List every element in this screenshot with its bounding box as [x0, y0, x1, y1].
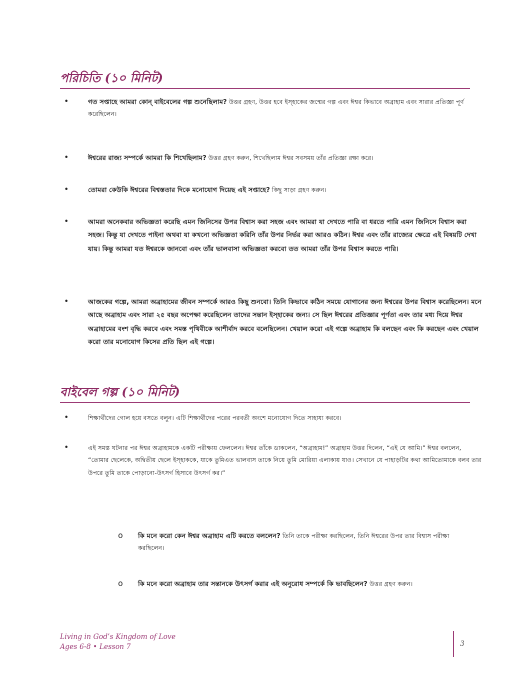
bullet-glyph: •	[64, 297, 69, 306]
list-item-text	[88, 216, 483, 256]
answer-text: কিছু সাড়া গ্রহণ করুন।	[269, 187, 327, 194]
list-item-text	[88, 412, 483, 425]
answer-text: এই সমস্ত ঘটনার পর ঈশ্বর অব্রাহামকে একটি পরীক্ষায় ফেললেন। ঈশ্বর তাঁকে ডাকলেন, “অব্রাহাম!” অব্রাহাম উত্তর দিলেন, “এই যে আমি।” ঈশ্বর বললেন, “তোমার ছেলেকে, অদ্বিতীয় ছেলে ইস্‌হাককে, যাকে তুমিএত ভালবাস তাকে নিয়ে তুমি মোরিয়া এলাকায় যাও। সেখানে যে পাহাড়টির কথা আমিতোমাকে বলব তার উপরে তুমি তাকে পোড়ানো-উৎসর্গ হিসাবে উৎসর্গ কর।”	[88, 445, 482, 477]
answer-text: উত্তর গ্রহণ করুন।	[367, 581, 413, 588]
footer-course-info	[60, 632, 176, 652]
sub-list-item-text	[138, 530, 468, 556]
list-item-text	[88, 96, 483, 122]
bullet-glyph: •	[64, 413, 69, 422]
list-item-text	[88, 442, 483, 480]
sub-bullet-glyph: o	[118, 579, 123, 588]
answer-text: উত্তর গ্রহণ, উত্তর হবে ইস্‌হাকের জন্মের গল্প এবং ঈশ্বর কিভাবে অব্রাহাম এবং সারার প্রতিজ্ঞা পূর্ণ করেছিলেন।	[88, 99, 464, 119]
answer-text: তিনি তাকে পরীক্ষা করছিলেন, তিনি ঈশ্বরের উপর তার বিশ্বাস পরীক্ষা করছিলেন।	[138, 533, 450, 553]
sub-bullet-glyph: o	[118, 531, 123, 540]
question-text: কি মনে করো কেন ঈশ্বর অব্রাহাম এটি করতে বললেন?	[138, 532, 281, 540]
section-title-bible-story: বাইবেল গল্প (১০ মিনিট)	[60, 385, 180, 399]
question-text: আজকের গল্পে, আমরা অব্রাহামের জীবন সম্পর্কে আরও কিছু শুনবো। তিনি কিভাবে কঠিন সময়ে যোগানের জন্য ঈশ্বরের উপর বিশ্বাস করেছিলেন। মনে আছে অব্রাহাম এবং সারা ২৫ বছর অপেক্ষা করেছিলেন তাদের সন্তান ইস্‌হাকের জন্য। সে ছিল ঈশ্বরের প্রতিজ্ঞার পূর্ণতা এবং তার মধ্য দিয়ে ঈশ্বর অব্রাহামের বংশ বৃদ্ধি করবে এবং সমস্ত পৃথিবীকে আশীর্বাদ করবে বলেছিলেন। খেয়াল করো এই গল্পে অব্রাহাম কি বলছেন এবং কি করছেন এবং খেয়াল করো তার মনোযোগ কিসের প্রতি ছিল এই গল্পে।	[88, 298, 482, 347]
bullet-glyph: •	[64, 217, 69, 226]
section-divider	[60, 402, 470, 403]
footer-divider	[453, 631, 454, 657]
question-text: তোমরা কেউকি ঈশ্বরের বিশ্বস্ততার দিকে মনোযোগ দিয়েছ এই সপ্তাহে?	[88, 186, 270, 194]
section-title-introduction: পরিচিতি (১০ মিনিট)	[60, 71, 164, 85]
footer-lesson-info: Ages 6-8 • Lesson 7	[60, 643, 131, 651]
bullet-glyph: •	[64, 153, 69, 162]
question-text: কি মনে করো অব্রাহাম তার সন্তানকে উৎসর্গ করার এই অনুরোধ সম্পর্কে কি ভাবছিলেন?	[138, 580, 368, 588]
bullet-glyph: •	[64, 97, 69, 106]
sub-list-item-text	[138, 578, 468, 591]
question-text: গত সপ্তাহে আমরা কোন্‌ বাইবেলের গল্প শুনেছিলাম?	[88, 98, 227, 106]
answer-text: উত্তর গ্রহণ করুন, শিখেছিলাম ঈশ্বর সবসময় তাঁর প্রতিজ্ঞা রক্ষা করে।	[206, 155, 374, 162]
footer-course-title: Living in God’s Kingdom of Love	[60, 633, 176, 641]
list-item-text	[88, 296, 483, 350]
answer-text: শিক্ষার্থীদের গোল হয়ে বসতে বলুন। এটি শিক্ষার্থীদের পরের পরবর্তী অংশে মনোযোগ দিতে সাহায্য করবে।	[88, 415, 342, 422]
section-divider	[60, 88, 470, 89]
question-text: আমরা অনেকবার অভিজ্ঞতা করেছি এমন জিনিসের উপর বিশ্বাস করা সহজ এবং আমরা যা দেখতে পারি বা ধরতে পারি এমন জিনিসে বিশ্বাস করা সহজ। কিন্তু যা দেখতে পাইনা অথবা যা কখনো অভিজ্ঞতা করিনি তাঁর উপর নির্ভর করা আরও কঠিন। ঈশ্বর এবং তাঁর রাজ্যের ক্ষেত্রে এই বিষয়টি দেখা যায়। কিন্তু আমরা যত ঈশ্বরকে জানবো এবং তাঁর ভালবাসা অভিজ্ঞতা করবো তত আমরা তাঁর উপর বিশ্বাস করতে পারি।	[88, 218, 477, 253]
bullet-glyph: •	[64, 185, 69, 194]
list-item-text	[88, 152, 483, 165]
bullet-glyph: •	[64, 443, 69, 452]
page-number: 3	[460, 640, 465, 648]
list-item-text	[88, 184, 483, 197]
question-text: ঈশ্বরের রাজ্য সম্পর্কে আমরা কি শিখেছিলাম?	[88, 154, 207, 162]
